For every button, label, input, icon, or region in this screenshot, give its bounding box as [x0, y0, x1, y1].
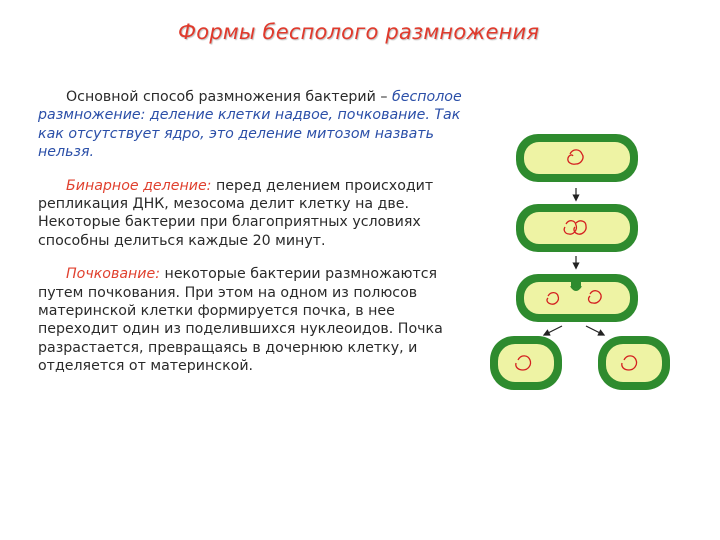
para1-term: бесполое размножение	[38, 89, 462, 124]
cell-stage-1	[516, 134, 638, 182]
body-text	[38, 88, 478, 391]
cell-stage-2	[516, 204, 638, 252]
paragraph-budding	[38, 265, 478, 375]
para1-definition: : деление клетки надвое, почкование. Так как отсутствует ядро, это деление митозом назвать нельзя.	[38, 107, 461, 161]
paragraph-binary-fission	[38, 177, 478, 251]
arrow-left-down	[546, 326, 562, 334]
paragraph-asexual-reproduction	[38, 88, 478, 162]
para2-term: Бинарное деление:	[66, 177, 212, 194]
arrow-right-down	[586, 326, 602, 334]
page-title: Формы бесполого размножения	[178, 20, 540, 44]
daughter-cell-right	[598, 336, 670, 390]
para1-lead: Основной способ размножения бактерий –	[66, 89, 388, 105]
para3-text: некоторые бактерии размножаются путем почкования. При этом на одном из полюсов материнской клетки формируется почка, в нее переходит один из поделившихся нуклеоидов. Почка разрастается, превращаясь в дочернюю клетку, и отделяется от материнской.	[38, 266, 443, 375]
daughter-cell-left	[490, 336, 562, 390]
binary-fission-diagram	[482, 128, 682, 398]
para2-text: перед делением происходит репликация ДНК, мезосома делит клетку на две. Некоторые бактерии при благоприятных условиях способны делиться каждые 20 минут.	[38, 177, 434, 249]
para3-term: Почкование:	[66, 266, 161, 283]
cell-stage-3-dividing	[516, 274, 638, 322]
